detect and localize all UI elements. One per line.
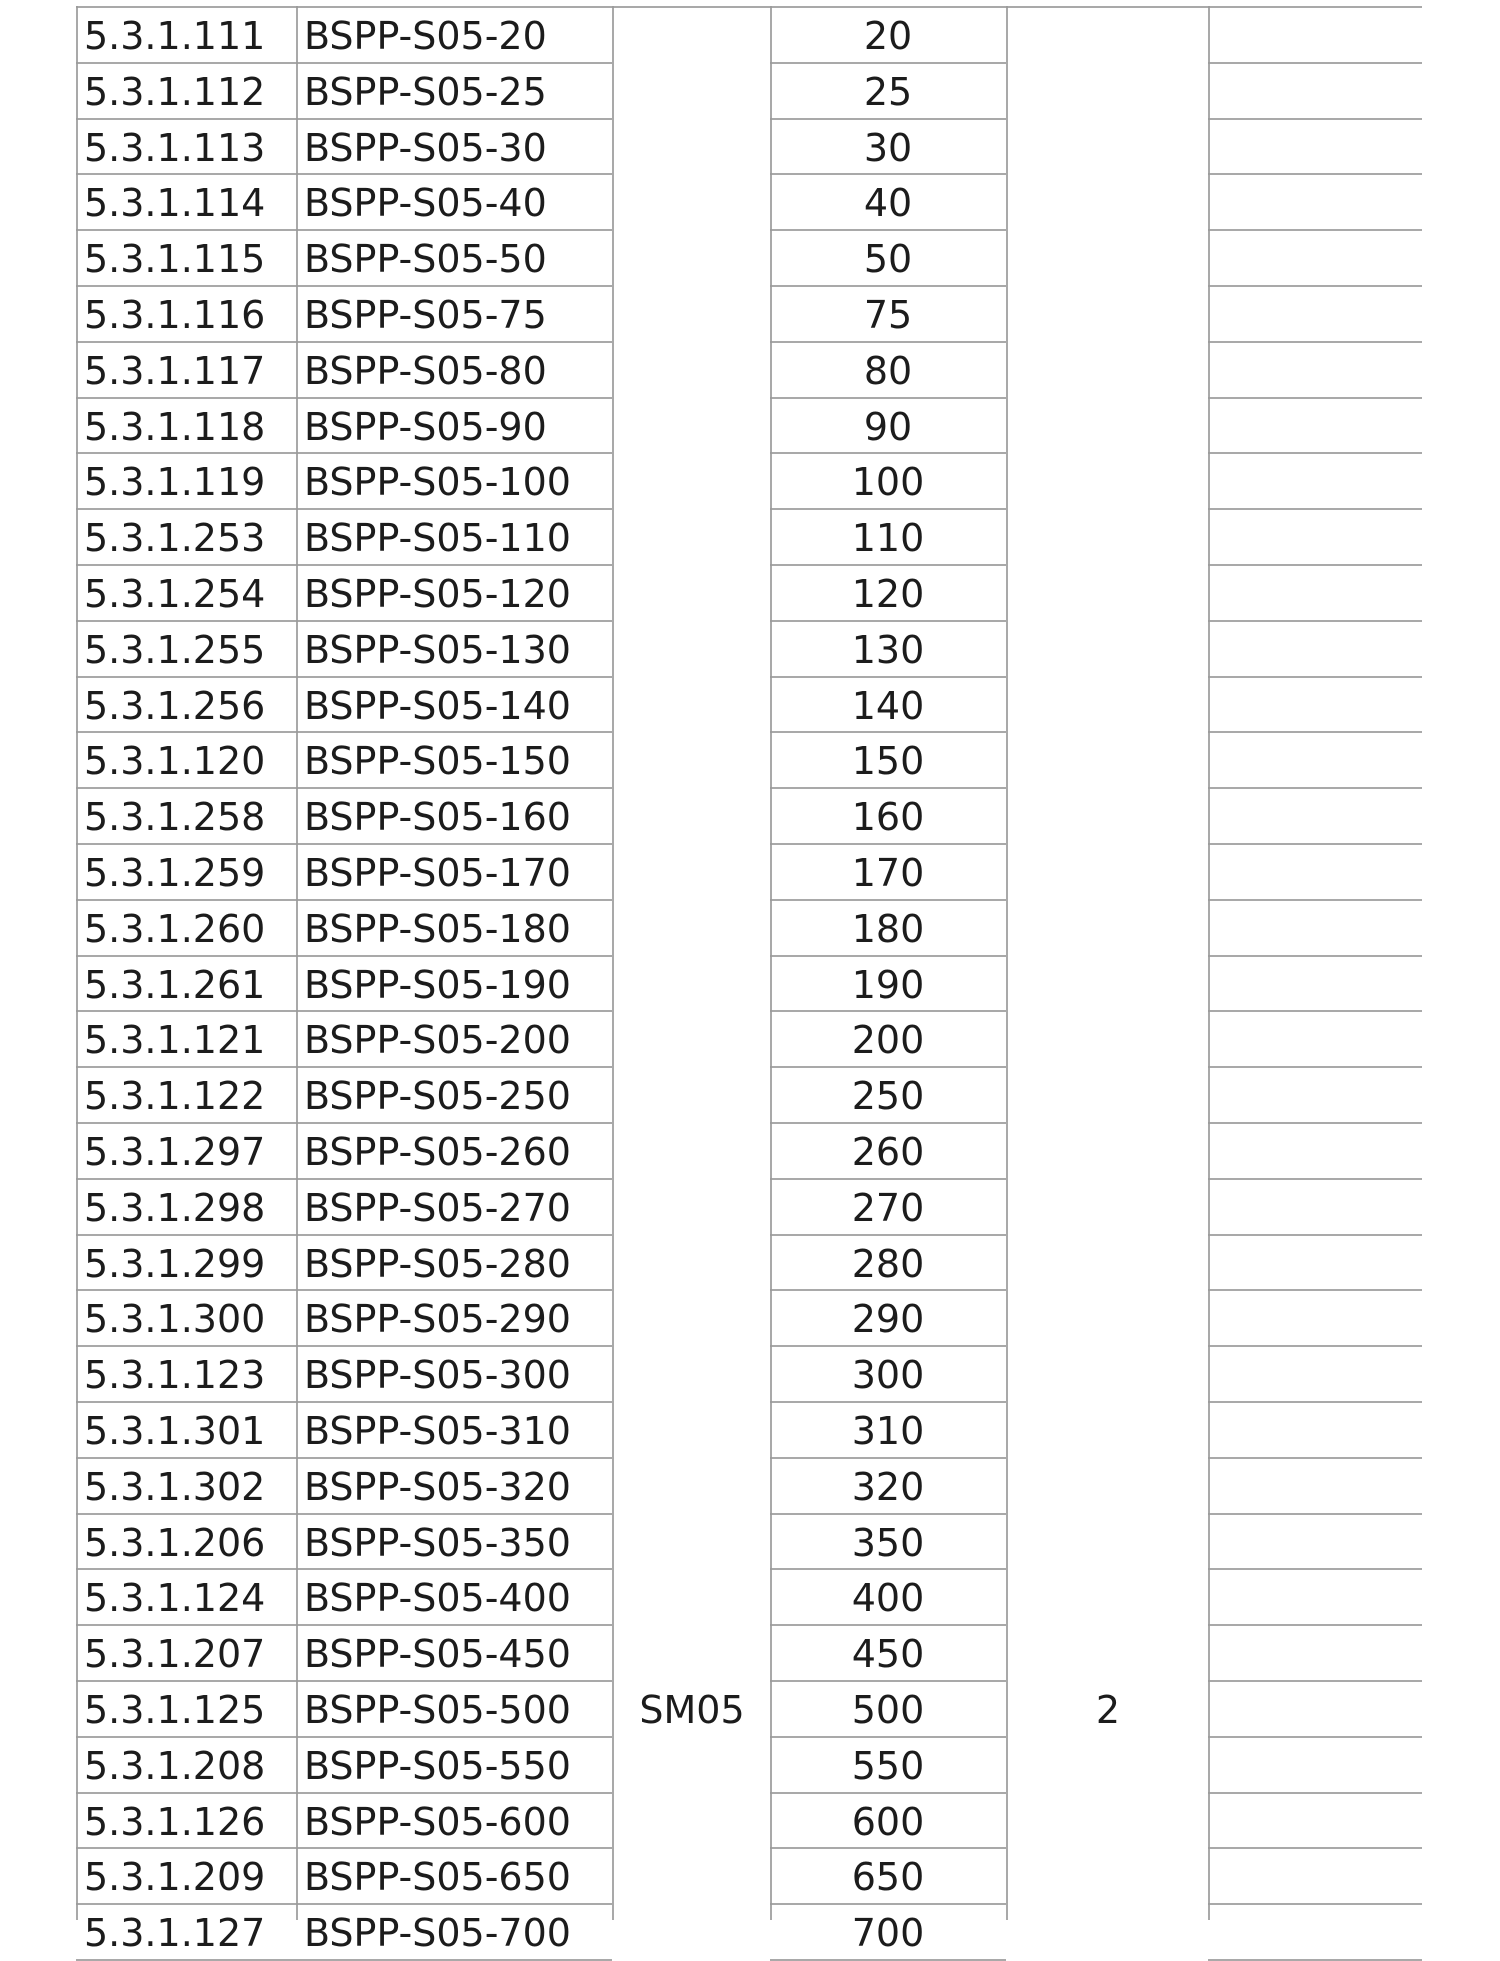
row-border	[1208, 1903, 1422, 1905]
cell-size[interactable]: 40	[863, 181, 913, 225]
cell-quantity-merged[interactable]: 2	[1095, 1688, 1121, 1732]
cell-code[interactable]: 5.3.1.208	[84, 1744, 266, 1788]
cell-size[interactable]: 170	[851, 851, 925, 895]
cell-size[interactable]: 130	[851, 628, 925, 672]
row-border	[1208, 1792, 1422, 1794]
row-border	[1208, 1289, 1422, 1291]
cell-code[interactable]: 5.3.1.116	[84, 293, 266, 337]
cell-model[interactable]: BSPP-S05-300	[304, 1353, 571, 1397]
cell-size[interactable]: 90	[863, 405, 913, 449]
row-border	[1208, 62, 1422, 64]
cell-size[interactable]: 550	[851, 1744, 925, 1788]
cell-model[interactable]: BSPP-S05-100	[304, 460, 571, 504]
cell-code[interactable]: 5.3.1.113	[84, 126, 266, 170]
cell-size[interactable]: 290	[851, 1297, 925, 1341]
row-border	[1208, 508, 1422, 510]
cell-model[interactable]: BSPP-S05-280	[304, 1242, 571, 1286]
cell-code[interactable]: 5.3.1.301	[84, 1409, 266, 1453]
cell-code[interactable]: 5.3.1.258	[84, 795, 266, 839]
cell-model[interactable]: BSPP-S05-250	[304, 1074, 571, 1118]
row-border	[1208, 1680, 1422, 1682]
cell-code[interactable]: 5.3.1.255	[84, 628, 266, 672]
cell-model[interactable]: BSPP-S05-20	[304, 14, 547, 58]
column-border	[1006, 6, 1008, 1920]
cell-code[interactable]: 5.3.1.111	[84, 14, 266, 58]
cell-code[interactable]: 5.3.1.120	[84, 739, 266, 783]
cell-model[interactable]: BSPP-S05-320	[304, 1465, 571, 1509]
cell-model[interactable]: BSPP-S05-170	[304, 851, 571, 895]
cell-code[interactable]: 5.3.1.123	[84, 1353, 266, 1397]
cell-model[interactable]: BSPP-S05-270	[304, 1186, 571, 1230]
cell-model[interactable]: BSPP-S05-450	[304, 1632, 571, 1676]
cell-size[interactable]: 75	[863, 293, 913, 337]
cell-size[interactable]: 80	[863, 349, 913, 393]
cell-model[interactable]: BSPP-S05-30	[304, 126, 547, 170]
cell-size[interactable]: 270	[851, 1186, 925, 1230]
cell-model[interactable]: BSPP-S05-50	[304, 237, 547, 281]
row-border	[1208, 955, 1422, 957]
row-border	[1208, 1345, 1422, 1347]
cell-code[interactable]: 5.3.1.115	[84, 237, 266, 281]
cell-code[interactable]: 5.3.1.127	[84, 1911, 266, 1955]
cell-code[interactable]: 5.3.1.121	[84, 1018, 266, 1062]
row-border	[1208, 1122, 1422, 1124]
cell-code[interactable]: 5.3.1.117	[84, 349, 266, 393]
row-border	[1208, 1513, 1422, 1515]
cell-size[interactable]: 400	[851, 1576, 925, 1620]
cell-size[interactable]: 110	[851, 516, 925, 560]
cell-model[interactable]: BSPP-S05-120	[304, 572, 571, 616]
row-border	[1208, 1178, 1422, 1180]
cell-size[interactable]: 200	[851, 1018, 925, 1062]
cell-model[interactable]: BSPP-S05-400	[304, 1576, 571, 1620]
cell-size[interactable]: 260	[851, 1130, 925, 1174]
row-border	[1208, 341, 1422, 343]
row-border	[1208, 676, 1422, 678]
cell-code[interactable]: 5.3.1.119	[84, 460, 266, 504]
cell-code[interactable]: 5.3.1.298	[84, 1186, 266, 1230]
cell-size[interactable]: 500	[851, 1688, 925, 1732]
row-border	[1208, 1847, 1422, 1849]
row-border	[1208, 118, 1422, 120]
row-border	[1208, 6, 1422, 8]
cell-model[interactable]: BSPP-S05-350	[304, 1521, 571, 1565]
cell-size[interactable]: 600	[851, 1800, 925, 1844]
cell-model[interactable]: BSPP-S05-130	[304, 628, 571, 672]
cell-model[interactable]: BSPP-S05-90	[304, 405, 547, 449]
row-border	[1208, 1401, 1422, 1403]
row-border	[1208, 1234, 1422, 1236]
column-border	[76, 6, 78, 1920]
cell-size[interactable]: 180	[851, 907, 925, 951]
cell-model[interactable]: BSPP-S05-600	[304, 1800, 571, 1844]
cell-series-merged[interactable]: SM05	[639, 1688, 745, 1732]
cell-size[interactable]: 190	[851, 963, 925, 1007]
row-border	[1208, 1568, 1422, 1570]
cell-size[interactable]: 140	[851, 684, 925, 728]
cell-code[interactable]: 5.3.1.299	[84, 1242, 266, 1286]
cell-model[interactable]: BSPP-S05-110	[304, 516, 571, 560]
cell-code[interactable]: 5.3.1.256	[84, 684, 266, 728]
row-border	[1208, 843, 1422, 845]
cell-model[interactable]: BSPP-S05-25	[304, 70, 547, 114]
row-border	[1208, 620, 1422, 622]
cell-model[interactable]: BSPP-S05-500	[304, 1688, 571, 1732]
column-border	[1208, 6, 1210, 1920]
cell-model[interactable]: BSPP-S05-75	[304, 293, 547, 337]
cell-size[interactable]: 450	[851, 1632, 925, 1676]
cell-size[interactable]: 300	[851, 1353, 925, 1397]
cell-code[interactable]: 5.3.1.125	[84, 1688, 266, 1732]
cell-size[interactable]: 650	[851, 1855, 925, 1899]
row-border	[1208, 1624, 1422, 1626]
row-border	[1208, 1736, 1422, 1738]
cell-code[interactable]: 5.3.1.254	[84, 572, 266, 616]
row-border	[1208, 397, 1422, 399]
cell-code[interactable]: 5.3.1.297	[84, 1130, 266, 1174]
cell-size[interactable]: 700	[851, 1911, 925, 1955]
row-border	[1208, 285, 1422, 287]
row-border	[1208, 731, 1422, 733]
cell-code[interactable]: 5.3.1.112	[84, 70, 266, 114]
cell-code[interactable]: 5.3.1.261	[84, 963, 266, 1007]
cell-code[interactable]: 5.3.1.206	[84, 1521, 266, 1565]
cell-code[interactable]: 5.3.1.300	[84, 1297, 266, 1341]
cell-size[interactable]: 150	[851, 739, 925, 783]
cell-model[interactable]: BSPP-S05-700	[304, 1911, 571, 1955]
cell-model[interactable]: BSPP-S05-80	[304, 349, 547, 393]
cell-model[interactable]: BSPP-S05-310	[304, 1409, 571, 1453]
cell-model[interactable]: BSPP-S05-160	[304, 795, 571, 839]
cell-size[interactable]: 280	[851, 1242, 925, 1286]
cell-size[interactable]: 250	[851, 1074, 925, 1118]
row-border	[1208, 229, 1422, 231]
row-border	[1208, 1010, 1422, 1012]
cell-size[interactable]: 20	[863, 14, 913, 58]
cell-model[interactable]: BSPP-S05-190	[304, 963, 571, 1007]
column-border	[612, 6, 614, 1920]
cell-code[interactable]: 5.3.1.207	[84, 1632, 266, 1676]
merged-top-border	[1006, 6, 1208, 8]
cell-model[interactable]: BSPP-S05-260	[304, 1130, 571, 1174]
cell-model[interactable]: BSPP-S05-180	[304, 907, 571, 951]
cell-size[interactable]: 25	[863, 70, 913, 114]
row-border	[1208, 1457, 1422, 1459]
cell-code[interactable]: 5.3.1.259	[84, 851, 266, 895]
merged-top-border	[612, 6, 770, 8]
cell-size[interactable]: 100	[851, 460, 925, 504]
cell-size[interactable]: 350	[851, 1521, 925, 1565]
cell-code[interactable]: 5.3.1.302	[84, 1465, 266, 1509]
row-border	[1208, 899, 1422, 901]
row-border	[1208, 787, 1422, 789]
cell-size[interactable]: 310	[851, 1409, 925, 1453]
cell-code[interactable]: 5.3.1.126	[84, 1800, 266, 1844]
cell-model[interactable]: BSPP-S05-650	[304, 1855, 571, 1899]
cell-size[interactable]: 320	[851, 1465, 925, 1509]
cell-code[interactable]: 5.3.1.122	[84, 1074, 266, 1118]
cell-size[interactable]: 30	[863, 126, 913, 170]
column-border	[296, 6, 298, 1920]
cell-model[interactable]: BSPP-S05-40	[304, 181, 547, 225]
row-border	[1208, 173, 1422, 175]
cell-size[interactable]: 160	[851, 795, 925, 839]
cell-model[interactable]: BSPP-S05-150	[304, 739, 571, 783]
cell-size[interactable]: 50	[863, 237, 913, 281]
cell-code[interactable]: 5.3.1.124	[84, 1576, 266, 1620]
cell-model[interactable]: BSPP-S05-200	[304, 1018, 571, 1062]
row-border	[1208, 1066, 1422, 1068]
cell-code[interactable]: 5.3.1.253	[84, 516, 266, 560]
cell-code[interactable]: 5.3.1.118	[84, 405, 266, 449]
cell-size[interactable]: 120	[851, 572, 925, 616]
cell-code[interactable]: 5.3.1.114	[84, 181, 266, 225]
cell-model[interactable]: BSPP-S05-550	[304, 1744, 571, 1788]
row-border	[1208, 452, 1422, 454]
row-border	[1208, 564, 1422, 566]
cell-model[interactable]: BSPP-S05-140	[304, 684, 571, 728]
cell-model[interactable]: BSPP-S05-290	[304, 1297, 571, 1341]
cell-code[interactable]: 5.3.1.260	[84, 907, 266, 951]
cell-code[interactable]: 5.3.1.209	[84, 1855, 266, 1899]
